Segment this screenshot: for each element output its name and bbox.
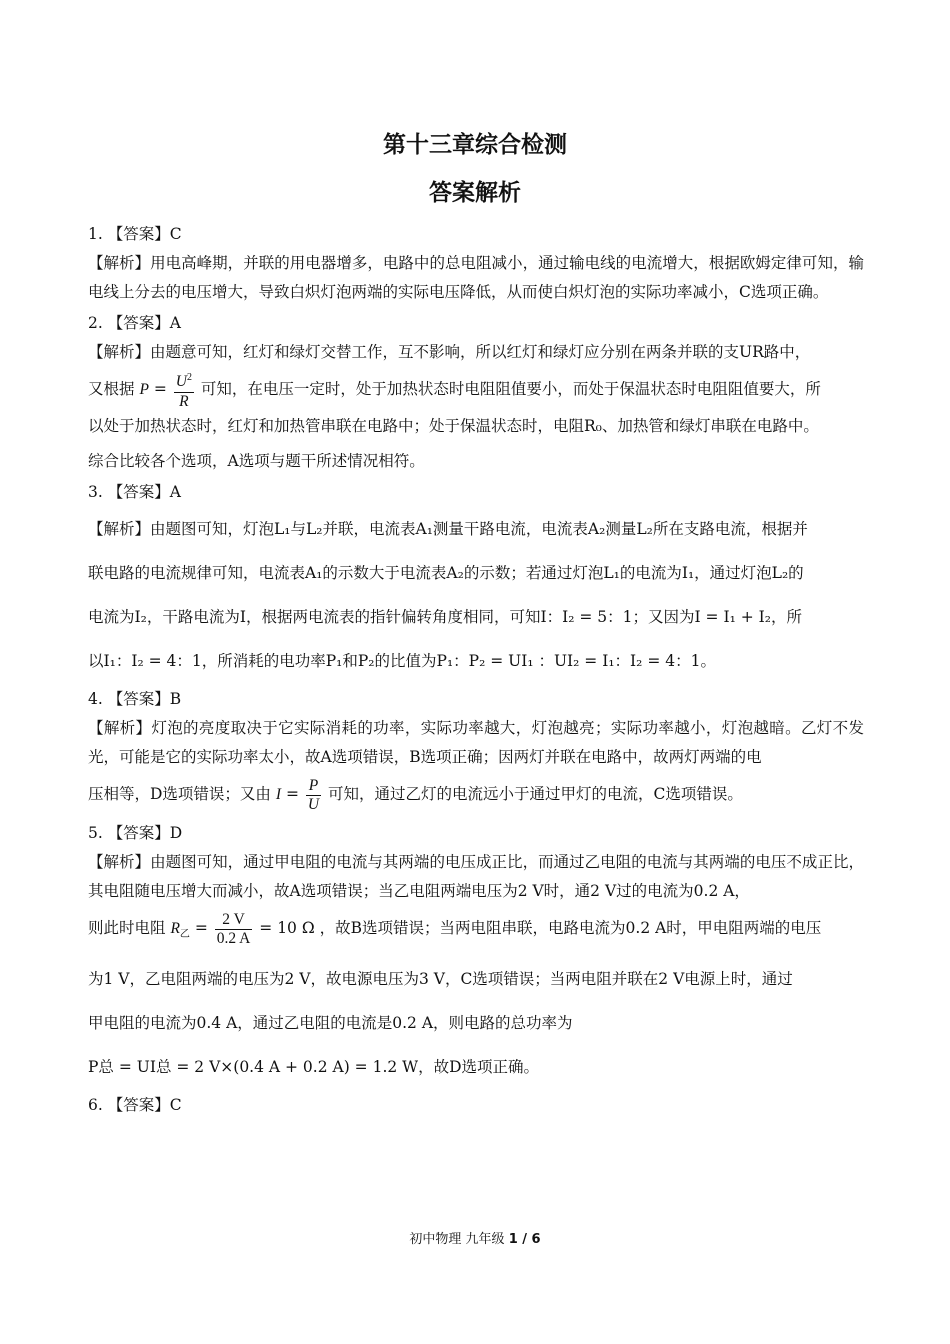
formula-power-lhs: P xyxy=(139,381,149,398)
q5-analysis-line3: 为1 V，乙电阻两端的电压为2 V，故电源电压为3 V，C选项错误；当两电阻并联在2 V电源上时，通过 xyxy=(88,970,793,989)
q5-line2-prefix: 则此时电阻 xyxy=(88,919,166,937)
formula-resistance: $\frac{2 V}{0.2 A}$ xyxy=(216,910,251,947)
q2-analysis-line2: 又根据 P = $\frac{U^2}{R}$ 可知，在电压一定时，处于加热状态时电阻阻值要小，而处于保温状态时电阻阻值要大，所 xyxy=(88,367,864,412)
q3-answer: 3. 【答案】A xyxy=(88,483,181,501)
q3-analysis-line4: 以I₁：I₂ = 4：1，所消耗的电功率P₁和P₂的比值为P₁：P₂ = UI₁ ：UI₂ = I₁：I₂ = 4：1。 xyxy=(88,652,716,670)
q3-analysis-line2: 联电路的电流规律可知，电流表A₁的示数大于电流表A₂的示数；若通过灯泡L₁的电流为I₁，通过灯泡L₂的 xyxy=(88,564,804,582)
q4-analysis-line1: 【解析】灯泡的亮度取决于它实际消耗的功率，实际功率越大，灯泡越亮；实际功率越小，灯泡越暗。乙灯不发光，可能是它的实际功率太小，故A选项错误，B选项正确；因两灯并联在电路中，故两灯两端的电 xyxy=(88,719,864,766)
q3-analysis-line3: 电流为I₂，干路电流为I，根据两电流表的指针偏转角度相同，可知I：I₂ = 5：1；又因为I = I₁ + I₂，所 xyxy=(88,608,802,626)
answer-content xyxy=(88,218,864,1120)
q4-line2-suffix: 可知，通过乙灯的电流远小于通过甲灯的电流，C选项错误。 xyxy=(328,785,743,803)
q3-analysis-line1: 【解析】由题图可知，灯泡L₁与L₂并联，电流表A₁测量干路电流，电流表A₂测量L₂所在支路电流，根据并 xyxy=(88,520,808,538)
q1-analysis: 【解析】用电高峰期，并联的用电器增多，电路中的总电阻减小，通过输电线的电流增大，根据欧姆定律可知，输电线上分去的电压增大，导致白炽灯泡两端的实际电压降低，从而使白炽灯泡的实际功率减小，C选项正确。 xyxy=(88,254,864,301)
q2-answer: 2. 【答案】A xyxy=(88,314,181,332)
q5-analysis-line1: 【解析】由题图可知，通过甲电阻的电流与其两端的电压成正比，而通过乙电阻的电流与其两端的电压不成正比，其电阻随电压增大而减小，故A选项错误；当乙电阻两端电压为2 V时，通2 V过的电流为0.2 A， xyxy=(88,853,864,900)
q2-analysis-line3: 以处于加热状态时，红灯和加热管串联在电路中；处于保温状态时，电阻R₀、加热管和绿灯串联在电路中。 xyxy=(88,417,819,435)
q5-analysis-line5: P总 = UI总 = 2 V×(0.4 A + 0.2 A) = 1.2 W，故D选项正确。 xyxy=(88,1058,540,1077)
footer-label: 初中物理 九年级 xyxy=(409,1232,505,1247)
q2-line2-suffix: 可知，在电压一定时，处于加热状态时电阻阻值要小，而处于保温状态时电阻阻值要大，所 xyxy=(200,380,821,398)
doc-subtitle: 答案解析 xyxy=(429,180,521,206)
doc-title: 第十三章综合检测 xyxy=(383,132,567,158)
q4-analysis-line2: 压相等，D选项错误；又由 I = $\frac{P}{U}$ 可知，通过乙灯的电流远小于通过甲灯的电流，C选项错误。 xyxy=(88,776,743,813)
q6-answer: 6. 【答案】C xyxy=(88,1096,182,1115)
formula-power: $\frac{U^2}{R}$ xyxy=(174,369,194,410)
q5-analysis-line2: 则此时电阻 $R_乙$ = $\frac{2 V}{0.2 A}$ = 10 Ω ，故B选项错误；当两电阻串联，电路电流为0.2 A时，甲电阻两端的电压 xyxy=(88,910,822,947)
page-footer xyxy=(0,1228,950,1247)
q1-answer: 1. 【答案】C xyxy=(88,225,182,243)
q5-answer: 5. 【答案】D xyxy=(88,824,183,842)
q4-line2-prefix: 压相等，D选项错误；又由 xyxy=(88,785,271,803)
q5-analysis-line4: 甲电阻的电流为0.4 A，通过乙电阻的电流是0.2 A，则电路的总功率为 xyxy=(88,1014,573,1033)
formula-current: $\frac{P}{U}$ xyxy=(307,776,320,813)
q2-analysis-line1: 【解析】由题意可知，红灯和绿灯交替工作，互不影响，所以红灯和绿灯应分别在两条并联的支UR路中， xyxy=(88,343,811,361)
q2-line2-prefix: 又根据 xyxy=(88,380,135,398)
q5-line2-suffix: ，故B选项错误；当两电阻串联，电路电流为0.2 A时，甲电阻两端的电压 xyxy=(319,919,822,937)
q2-analysis-line4: 综合比较各个选项，A选项与题干所述情况相符。 xyxy=(88,452,425,470)
q4-answer: 4. 【答案】B xyxy=(88,690,182,708)
page-number: 1 / 6 xyxy=(508,1232,541,1247)
